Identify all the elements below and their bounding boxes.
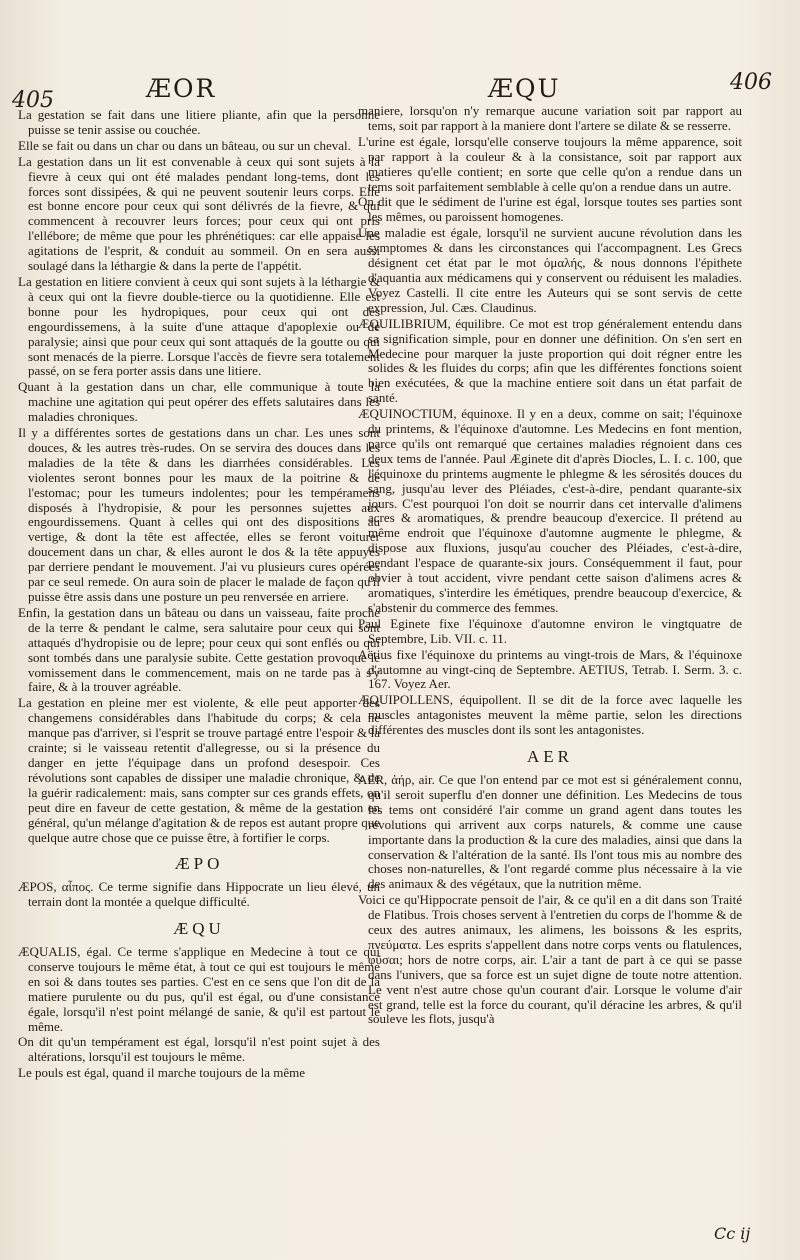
paragraph: Le pouls est égal, quand il marche toujours de la même xyxy=(18,1065,305,1081)
paragraph: ÆQUALIS, égal. Ce terme s'applique en Medecine à tout ce qui conserve toujours le même état, à tout ce qui est toujours le même en soi & dans toutes ses parties. C'est en ce sens que l'on dit de la matiere purulente ou du pus, qu'il est égal, ou d'une consistance égale, lorsqu'il n'est point mélangé de sanie, & qu'il est partout le même. xyxy=(18,944,380,1034)
paragraph: ÆPOS, αἶπος. Ce terme signifie dans Hippocrate un lieu élevé, un terrain dont la montée a quelque difficulté. xyxy=(18,879,380,910)
paragraph: ÆQUILIBRIUM, équilibre. Ce mot est trop généralement entendu dans sa signification simple, pour en donner une définition. On s'en sert en Medecine pour marquer la juste proportion qui doit régner entre les solides & les fluides du corps; afin que les différentes fonctions soient bien exécutées, & que la machine entiere soit dans un état parfait de santé. xyxy=(358,315,742,406)
paragraph: AER, ἀήρ, air. Ce que l'on entend par ce mot est si généralement connu, qu'il seroit superflu d'en donner une définition. Les Medecins de tous les tems ont considéré l'air comme un grand agent dans toutes les révolutions qui arrivent aux corps naturels, & comme une cause importante dans la production & la cure des maladies, ainsi que dans la conservation & l'altération de la santé. Ils l'ont tous mis au nombre des choses non-naturelles, & l'ont regardé comme plus nécessaire à la vie des animaux & des végétaux, que la nutrition même. xyxy=(358,771,742,892)
paragraph: Elle se fait ou dans un char ou dans un bâteau, ou sur un cheval. xyxy=(18,137,351,153)
paragraph: La gestation en pleine mer est violente, & elle peut apporter des changemens considérables dans l'habitude du corps; & cela ne manque pas d'arriver, si l'esprit se trouve partagé entre l'espoir & la crainte; si le vaisseau retentit d'allegresse, ou si la présence du danger en jette l'équipage dans un profond desespoir. Ces révolutions sont capables de dissiper une maladie chronique, & de la guérir radicalement: mais, sans compter sur ces grands effets, on peut dire en faveur de cette gestation, & même de la gestation en général, qu'un mélange d'agitation & de repos est autant propre que quelque autre chose que ce puisse être, à fortifier le corps. xyxy=(18,695,380,845)
section-heading-aer: AER xyxy=(527,747,573,767)
paragraph: Il y a différentes sortes de gestations dans un char. Les unes sont douces, & les autres très-rudes. On se servira des douces dans les maladies de la tête & dans les diarrhées considérables. Les violentes seront bonnes pour les maux de la poitrine & de l'estomac; pour les tumeurs indolentes; pour les tempéramens disposés à l'hydropisie, & pour les personnes sujettes aux engourdissemens. Quant à celles qui ont des dispositions au vertige, & dont la tête est affectée, elles se feront voiturer doucement dans un char, & elles auront le dos & la tête appuyés par derriere pendant le mouvement. J'ai vu plusieurs cures opérées par ce seul remede. On aura soin de placer le malade de façon qu'il puisse être assis dans une posture un peu renversée en arriere. xyxy=(18,425,380,604)
left-paragraphs-c xyxy=(18,945,380,1081)
paragraph: Aëtius fixe l'équinoxe du printems au vingt-trois de Mars, & l'équinoxe d'automne au vingt-cinq de Septembre. AETIUS, Tetrab. I. Serm. 3. c. 167. Voyez Aer. xyxy=(358,646,742,692)
right-paragraphs-b xyxy=(358,773,742,1027)
signature-mark: Cc ij xyxy=(714,1224,751,1243)
paragraph: ÆQUINOCTIUM, équinoxe. Il y en a deux, comme on sait; l'équinoxe du printems, & l'équinoxe d'automne. Les Medecins en font mention, parce qu'ils ont remarqué que certaines maladies régnoient dans ces deux tems de l'année. Paul Æginete dit d'après Diocles, L. I. c. 100, que l'équinoxe du printems augmente le phlegme & les sérosités douces du sang, jusqu'au lever des Pléiades, c'est-à-dire, pendant quarante-six jours. C'est pourquoi l'on doit se nourrir dans cet intervalle d'alimens acres & aromatiques, & prendre beaucoup d'exercice. Il prétend au même endroit que l'équinoxe d'automne augmente le phlegme, & dispose aux fluxions, jusqu'au coucher des Pléiades, c'est-à-dire, pendant l'espace de quarante-six jours. Conséquemment il faut, pour obvier à tout accident, vivre pendant cette saison d'alimens acres & aromatiques, s'interdire les émétiques, prendre beaucoup d'exercice, & s'abstenir du commerce des femmes. xyxy=(358,406,742,615)
running-head-left: ÆOR xyxy=(146,74,217,103)
paragraph: La gestation se fait dans une litiere pliante, afin que la personne puisse se tenir assise ou couchée. xyxy=(18,108,380,137)
paragraph: Paul Eginete fixe l'équinoxe d'automne environ le vingtquatre de Septembre, Lib. VII. c. 11. xyxy=(358,615,742,646)
right-column xyxy=(358,104,742,1234)
left-column xyxy=(18,108,380,1238)
paragraph: ÆQUIPOLLENS, équipollent. Il se dit de la force avec laquelle les muscles antagonistes meuvent la même partie, selon les directions différentes des muscles dont ils sont les antagonistes. xyxy=(358,692,742,738)
section-heading-equ: ÆQU xyxy=(173,919,225,939)
paragraph: Quant à la gestation dans un char, elle communique à toute la machine une agitation qui peut opérer des effets salutaires dans les maladies chroniques. xyxy=(18,379,380,425)
paragraph: La gestation en litiere convient à ceux qui sont sujets à la léthargie & à ceux qui ont la fievre double-tierce ou la quotidienne. Elle est bonne pour les hydropiques, pour ceux qui ont des engourdissemens, à la suite d'une attaque d'apoplexie ou de paralysie; ainsi que pour ceux qui sont attaqués de la goutte ou qui sont menacés de la pierre. Lorsque l'accès de fievre sera totalement passé, on se fera porter assis dans une litiere. xyxy=(18,273,380,379)
left-paragraphs-b xyxy=(18,880,380,910)
paragraph: Une maladie est égale, lorsqu'il ne survient aucune révolution dans les symptomes & dans les circonstances qui l'accompagnent. Les Grecs désignent cet état par le mot ὁμαλής, & nous donnons l'épithete d'aquantia aux médicamens qui y conservent ou réduisent les maladies. Voyez Castelli. Il cite entre les Auteurs qui se sont servis de cette expression, Jul. Cæs. Claudinus. xyxy=(358,225,742,315)
page-number-left: 405 xyxy=(12,88,54,113)
page-number-right: 406 xyxy=(730,70,772,95)
paragraph: maniere, lorsqu'on n'y remarque aucune variation soit par rapport au tems, soit par rapport à la maniere dont l'artere se dilate & se resserre. xyxy=(358,104,742,133)
paragraph: Voici ce qu'Hippocrate pensoit de l'air, & ce qu'il en a dit dans son Traité de Flatibus. Trois choses servent à l'entretien du corps de l'homme & de ceux des autres animaux, les alimens, les boissons & les esprits, πνεύματα. Les esprits s'appellent dans notre corps vents ou flatulences, φῦσαι; hors de notre corps, air. L'air a tant de part à ce qui se passe dans l'univers, que sa force est un sujet digne de toute notre attention. Le vent n'est autre chose qu'un courant d'air. Lorsque le volume d'air est grand, telle est la force du courant, qu'il déracine les arbres, & qu'il souleve les flots, jusqu'à xyxy=(358,892,742,1027)
left-paragraphs-a xyxy=(18,108,380,845)
paragraph: L'urine est égale, lorsqu'elle conserve toujours la même apparence, soit par rapport à la couleur & à la consistance, soit par rapport aux matieres qu'elle contient; en sorte que celle qu'on a rendue dans un tems soit parfaitement semblable à celle qu'on a rendue dans un autre. xyxy=(358,133,742,194)
right-paragraphs-a xyxy=(358,104,742,738)
running-head-right: ÆQU xyxy=(488,74,561,103)
section-heading-epo: ÆPO xyxy=(174,854,224,874)
paragraph: La gestation dans un lit est convenable à ceux qui sont sujets à la fievre à ceux qui ont été malades pendant long-tems, dont les forces sont dissipées, & qui ne peuvent soutenir leurs corps. Elle est bonne encore pour ceux qui sont délivrés de la fievre, & qui commencent à recouvrer leurs forces; pour ceux qui ont pris l'ellébore; de même que pour les phrénétiques: car elle appaise les agitations de l'esprit, & conduit au sommeil. On en sera aussi soulagé dans la léthargie & dans la perte de l'appétit. xyxy=(18,153,380,274)
paragraph: On dit qu'un tempérament est égal, lorsqu'il n'est point sujet à des altérations, lorsqu'il est toujours le même. xyxy=(18,1034,380,1065)
paragraph: Enfin, la gestation dans un bâteau ou dans un vaisseau, faite proche de la terre & pendant le calme, sera salutaire pour ceux qui sont attaqués d'hydropisie ou de lepre; pour ceux qui sont enflés ou qui sont tombés dans une paralysie subite. Cette gestation provoque le vomissement dans le commencement, mais on ne tarde pas à s'y faire, & à la trouver agréable. xyxy=(18,604,380,695)
paragraph: On dit que le sédiment de l'urine est égal, lorsque toutes ses parties sont les mêmes, ou paroissent homogenes. xyxy=(358,194,742,225)
